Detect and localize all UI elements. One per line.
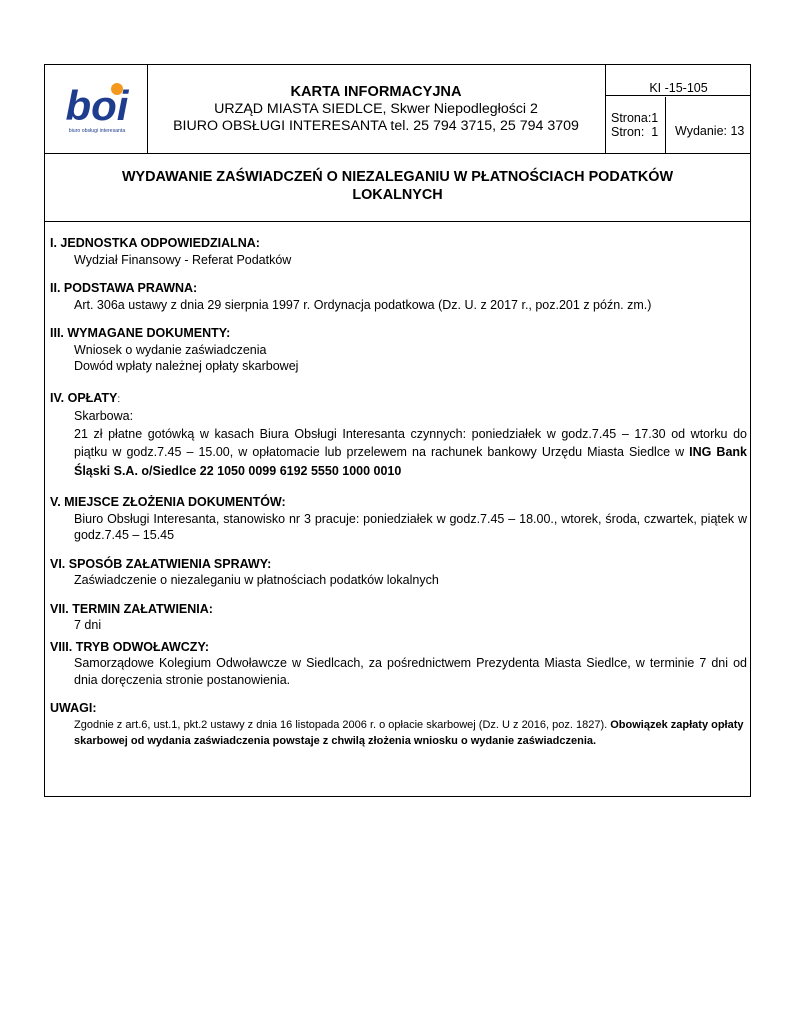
logo-subtitle: biuro obsługi interesanta	[68, 128, 126, 134]
document-title-line1: WYDAWANIE ZAŚWIADCZEŃ O NIEZALEGANIU W PŁATNOŚCIACH PODATKÓW	[121, 169, 674, 185]
remarks-bold: Obowiązek zapłaty opłaty skarbowej od wydania zaświadczenia powstaje z chwilą złożenia wniosku o wydanie zaświadczenia.	[74, 718, 744, 747]
boi-logo	[45, 65, 147, 153]
page-count: Stron: 1	[611, 125, 659, 139]
list-item: Dowód wpłaty należnej opłaty skarbowej	[74, 359, 299, 373]
section-3	[50, 325, 747, 375]
content	[50, 235, 747, 749]
section-4	[50, 390, 747, 481]
section-1	[50, 235, 747, 268]
section-heading: UWAGI:	[50, 701, 97, 715]
info-card	[44, 64, 751, 797]
section-text: Biuro Obsługi Interesanta, stanowisko nr 3 pracuje: poniedziałek w godz.7.45 – 18.00., wtorek, środa, czwartek, piątek w godz.7.45 – 15.45	[74, 511, 747, 542]
section-heading: III. WYMAGANE DOKUMENTY:	[50, 326, 231, 340]
heading-colon: :	[117, 393, 121, 405]
section-text: Wydział Finansowy - Referat Podatków	[74, 252, 292, 267]
section-heading: V. MIEJSCE ZŁOŻENIA DOKUMENTÓW:	[50, 495, 286, 509]
section-text: Zaświadczenie o niezaleganiu w płatnościach podatków lokalnych	[74, 573, 439, 587]
section-text: Samorządowe Kolegium Odwoławcze w Siedlcach, za pośrednictwem Prezydenta Miasta Siedlce, w terminie 7 dni od dnia doręczenia stronie postanowienia.	[74, 656, 747, 687]
section-heading: II. PODSTAWA PRAWNA:	[50, 281, 198, 295]
section-heading	[50, 390, 747, 409]
section-heading: VI. SPOSÓB ZAŁATWIENIA SPRAWY:	[50, 556, 272, 571]
section-remarks	[50, 700, 747, 749]
card-title: KARTA INFORMACYJNA	[290, 84, 462, 100]
section-text	[50, 717, 747, 749]
office-address: URZĄD MIASTA SIEDLCE, Skwer Niepodległości 2	[214, 101, 538, 117]
page-info	[606, 97, 666, 153]
header	[45, 65, 750, 154]
section-heading: VII. TERMIN ZAŁATWIENIA:	[50, 601, 213, 616]
document-title	[45, 153, 750, 222]
header-center	[147, 65, 605, 153]
section-heading-text: IV. OPŁATY	[50, 390, 118, 405]
section-6	[50, 556, 747, 589]
section-7	[50, 601, 747, 634]
section-text: Art. 306a ustawy z dnia 29 sierpnia 1997 r. Ordynacja podatkowa (Dz. U. z 2017 r., poz.201 z późn. zm.)	[74, 297, 652, 312]
section-8	[50, 639, 747, 689]
page-number: Strona:1	[611, 111, 659, 125]
office-phones: BIURO OBSŁUGI INTERESANTA tel. 25 794 3715, 25 794 3709	[173, 118, 579, 134]
logo-text: boi	[65, 82, 129, 129]
header-meta	[605, 65, 751, 153]
logo-cell	[45, 65, 148, 153]
fee-type: Skarbowa:	[74, 409, 134, 423]
remarks-text: Zgodnie z art.6, ust.1, pkt.2 ustawy z dnia 16 listopada 2006 r. o opłacie skarbowej (Dz. U z 2016, poz. 1827).	[74, 718, 611, 731]
section-heading: VIII. TRYB ODWOŁAWCZY:	[50, 639, 210, 654]
edition: Wydanie: 13	[675, 124, 745, 138]
section-heading: I. JEDNOSTKA ODPOWIEDZIALNA:	[50, 236, 260, 250]
fee-text: 21 zł płatne gotówką w kasach Biura Obsługi Interesanta czynnych: poniedziałek w godz.7.45 – 17.30 od wtorku do piątku w godz.7.45 – 15.00, w opłatomacie lub przelewem na rachunek bankowy Urzędu Miasta Siedlce w	[74, 426, 747, 459]
section-5	[50, 494, 747, 544]
bank-account: ING Bank Śląski S.A. o/Siedlce 22 1050 0099 6192 5550 1000 0010	[74, 445, 747, 478]
doc-code: KI -15-105	[606, 65, 751, 96]
section-2	[50, 280, 747, 313]
document-title-line2: LOKALNYCH	[352, 187, 443, 203]
list-item: Wniosek o wydanie zaświadczenia	[74, 342, 267, 357]
section-text	[50, 425, 747, 481]
section-text: 7 dni	[74, 618, 102, 632]
